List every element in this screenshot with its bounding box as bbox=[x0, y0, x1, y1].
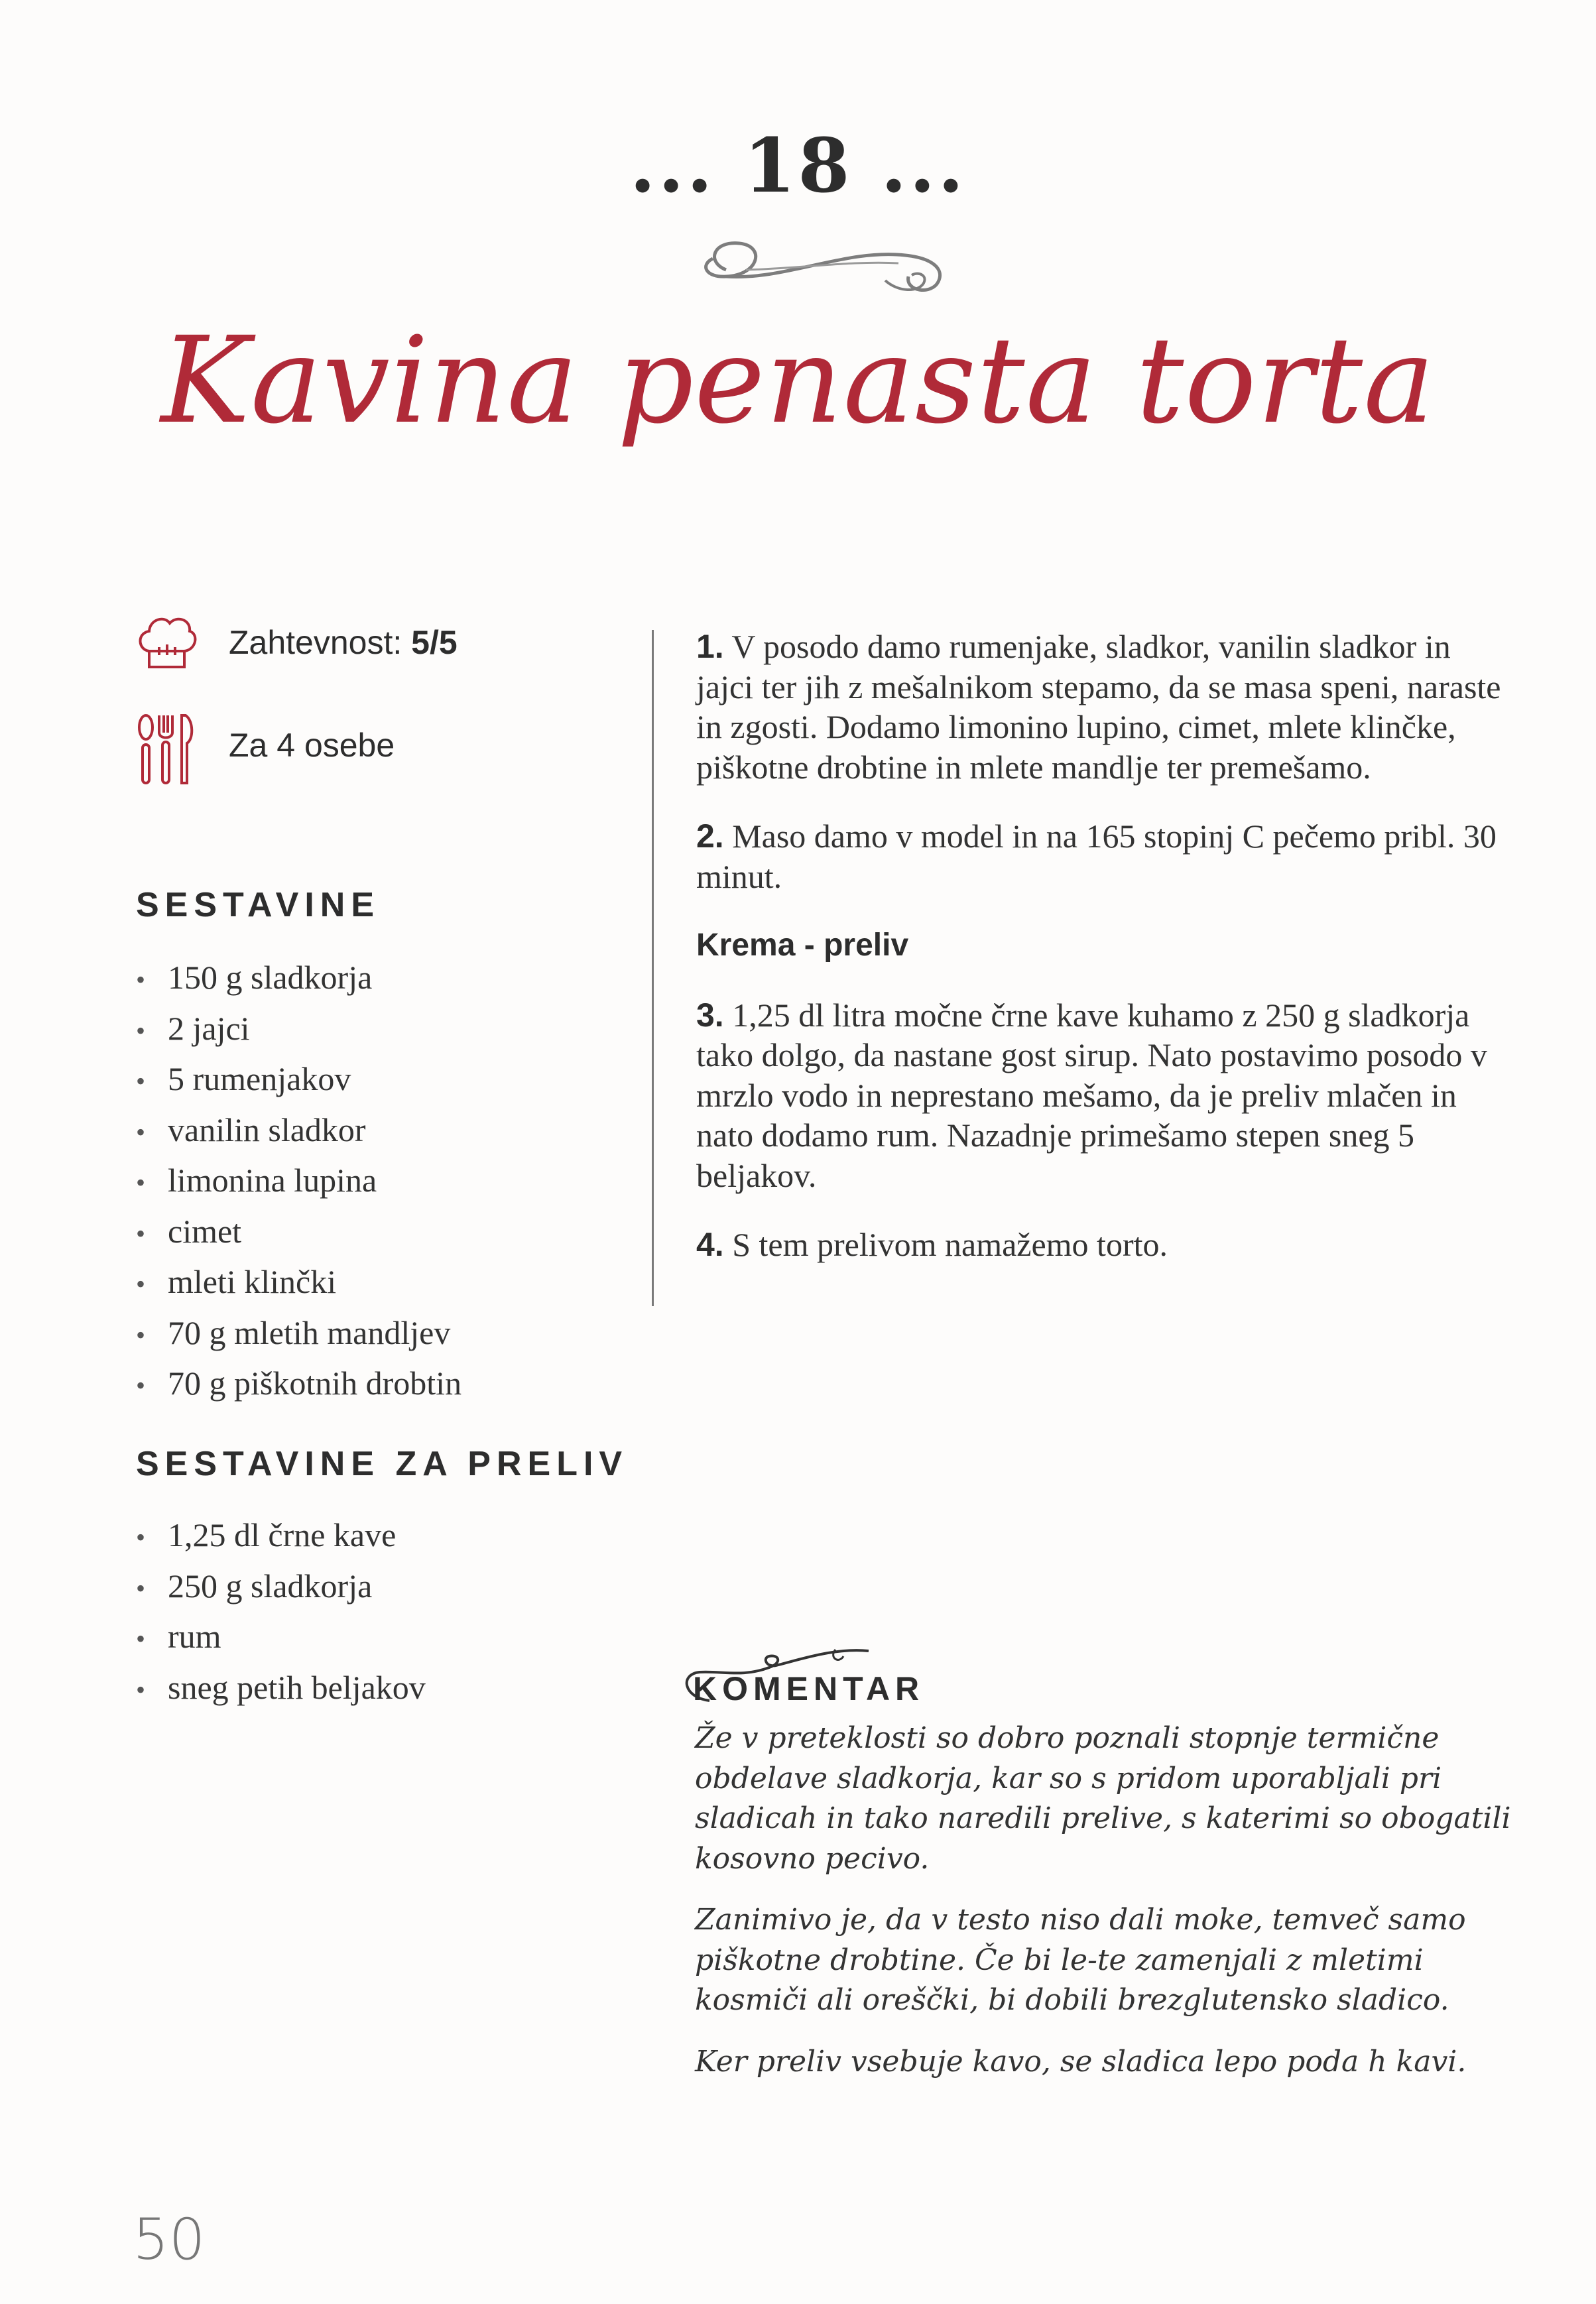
difficulty-label: Zahtevnost: bbox=[229, 624, 402, 661]
ingredients-list bbox=[136, 952, 461, 1409]
comment-paragraph: Že v preteklosti so dobro poznali stopnje termične obdelave sladkorja, kar so s pridom uporabljali pri sladicah in tako naredili prelive, s katerimi so obogatili kosovno pecivo. bbox=[695, 1721, 1511, 1876]
comment-paragraph: Ker preliv vsebuje kavo, se sladica lepo poda h kavi. bbox=[695, 2044, 1467, 2079]
list-item: • 250 g sladkorja bbox=[136, 1561, 426, 1612]
step-2 bbox=[696, 816, 1512, 896]
list-item: • 150 g sladkorja bbox=[136, 952, 461, 1003]
recipe-title: Kavina penasta torta bbox=[160, 312, 1436, 450]
difficulty bbox=[229, 623, 458, 662]
step-text: Maso damo v model in na 165 stopinj C pečemo pribl. 30 minut. bbox=[696, 818, 1497, 895]
chef-hat-icon bbox=[133, 610, 199, 676]
step-text: S tem prelivom namažemo torto. bbox=[732, 1226, 1168, 1263]
step-number: 2. bbox=[696, 818, 724, 855]
page-number: 50 bbox=[133, 2207, 206, 2273]
list-item: • rum bbox=[136, 1611, 426, 1662]
comment-paragraph: Zanimivo je, da v testo niso dali moke, temveč samo piškotne drobtine. Če bi le-te zamenjali z mletimi kosmiči ali oreščki, bi dobili brezglutensko sladico. bbox=[695, 1903, 1466, 2017]
list-item: • 2 jajci bbox=[136, 1003, 461, 1054]
comment-heading: KOMENTAR bbox=[693, 1670, 925, 1707]
step-3 bbox=[696, 995, 1512, 1196]
ingredients-heading: SESTAVINE bbox=[136, 886, 381, 924]
step-text: V posodo damo rumenjake, sladkor, vanilin sladkor in jajci ter jih z mešalnikom stepamo, da se masa speni, naraste in zgosti. Dodamo limonino lupino, cimet, mlete klinčke, piškotne drobtine in mlete mandlje ter premešamo. bbox=[696, 628, 1501, 786]
list-item: • 5 rumenjakov bbox=[136, 1054, 461, 1105]
list-item: • sneg petih beljakov bbox=[136, 1662, 426, 1713]
cream-subheading: Krema - preliv bbox=[696, 928, 909, 963]
step-4 bbox=[696, 1225, 1512, 1265]
step-number: 4. bbox=[696, 1226, 724, 1263]
step-number: 3. bbox=[696, 996, 724, 1034]
list-item: • mleti klinčki bbox=[136, 1256, 461, 1307]
servings: Za 4 osebe bbox=[229, 727, 395, 764]
step-number: 1. bbox=[696, 628, 724, 665]
comment-body bbox=[695, 1719, 1524, 2103]
list-item: • vanilin sladkor bbox=[136, 1105, 461, 1156]
column-divider bbox=[652, 630, 654, 1306]
topping-ingredients-list bbox=[136, 1510, 426, 1713]
list-item: • limonina lupina bbox=[136, 1155, 461, 1206]
step-text: 1,25 dl litra močne črne kave kuhamo z 250 g sladkorja tako dolgo, da nastane gost sirup. Nato postavimo posodo v mrzlo vodo in neprestano mešamo, da je preliv mlačen in nato dodamo rum. Nazadnje primešamo stepen sneg 5 beljakov. bbox=[696, 996, 1487, 1194]
cutlery-icon bbox=[133, 713, 199, 786]
step-1 bbox=[696, 627, 1512, 787]
list-item: • 70 g mletih mandljev bbox=[136, 1307, 461, 1359]
flourish-ornament-icon bbox=[686, 229, 965, 308]
recipe-number: ... 18 ... bbox=[629, 123, 967, 210]
preparation-steps bbox=[696, 627, 1512, 1294]
list-item: • cimet bbox=[136, 1206, 461, 1257]
list-item: • 1,25 dl črne kave bbox=[136, 1510, 426, 1561]
list-item: • 70 g piškotnih drobtin bbox=[136, 1358, 461, 1409]
difficulty-value: 5/5 bbox=[411, 624, 458, 661]
topping-ingredients-heading: SESTAVINE ZA PRELIV bbox=[136, 1445, 629, 1483]
